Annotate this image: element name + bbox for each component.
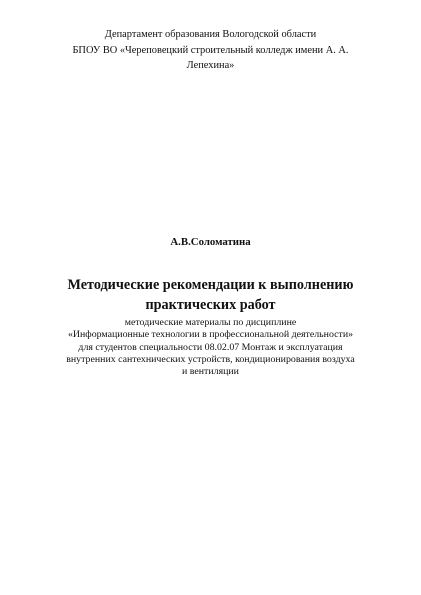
subtitle-line-1: методические материалы по дисциплине (124, 317, 297, 328)
title-line-1: Методические рекомендации к выполнению (67, 277, 354, 293)
subtitle-line-2: «Информационные технологии в профессиональной деятельности» (67, 329, 354, 341)
author-name: А.В.Соломатина (170, 236, 251, 248)
title-line-2: практических работ (145, 297, 276, 313)
subtitle-line-5: и вентиляции (182, 366, 239, 378)
document-subtitle (0, 317, 421, 378)
header-line-2: БПОУ ВО «Череповецкий строительный колледж имени А. А. (72, 44, 349, 56)
institution-header (0, 27, 421, 74)
header-line-1: Департамент образования Вологодской области (104, 29, 317, 40)
subtitle-line-4: внутренних сантехнических устройств, кондиционирования воздуха (66, 353, 355, 365)
header-line-3: Лепехина» (186, 60, 235, 71)
document-title (0, 275, 421, 315)
subtitle-line-3: для студентов специальности 08.02.07 Монтаж и эксплуатация (78, 341, 343, 353)
